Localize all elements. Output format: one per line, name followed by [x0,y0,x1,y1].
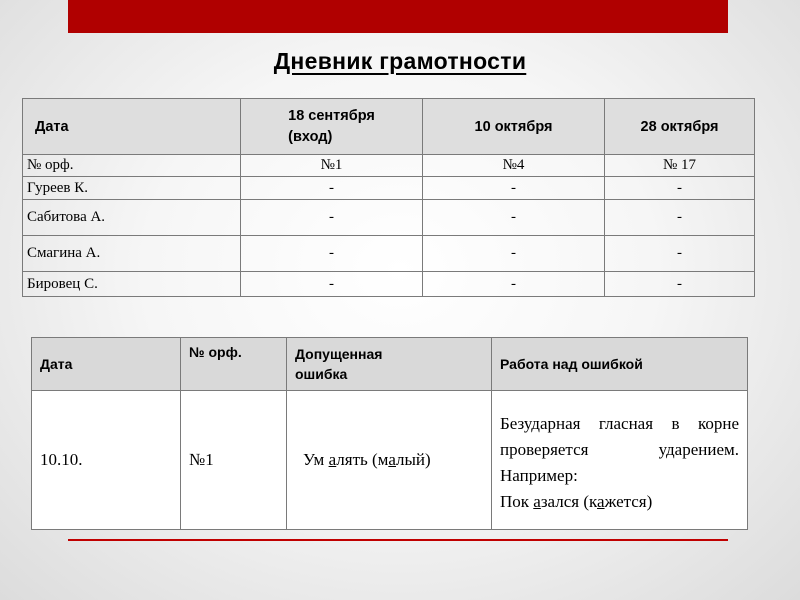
cell: - [241,272,423,297]
attendance-table [22,98,755,297]
work-underlined-vowel: а [597,492,605,511]
cell: - [423,236,605,272]
header-work: Работа над ошибкой [492,338,748,391]
error-part: Ум [303,450,329,469]
table-row [32,391,748,530]
header-error [287,338,492,391]
header-date: Дата [32,338,181,391]
error-part: лять (м [336,450,389,469]
work-example-part: жется) [604,492,653,511]
cell: №1 [241,155,423,177]
error-work-table [31,337,748,530]
bottom-divider-line [68,539,728,541]
cell: № 17 [605,155,755,177]
cell: - [423,177,605,200]
work-example-part: зался (к [540,492,598,511]
row-label: № орф. [23,155,241,177]
cell: - [241,200,423,236]
cell-error [287,391,492,530]
error-underlined-vowel: а [388,450,397,469]
error-underlined-vowel: а [328,450,337,469]
table-row [23,155,755,177]
cell: - [241,177,423,200]
header-sep18 [241,99,423,155]
cell: - [423,200,605,236]
header-sep18-line2: (вход) [288,128,333,145]
page-title: Дневник грамотности [273,48,527,74]
table-row [23,177,755,200]
work-example-part: Пок [500,492,534,511]
cell: - [605,200,755,236]
header-sep18-line1: 18 сентября [288,107,375,124]
cell: №4 [423,155,605,177]
work-rule-text: Безударная гласная в корне проверяется ударением. Например: [500,414,739,485]
table-header-row [23,99,755,155]
cell: - [241,236,423,272]
table-row [23,200,755,236]
header-error-line2: ошибка [295,366,348,382]
cell: - [605,177,755,200]
cell: - [423,272,605,297]
table-row [23,236,755,272]
header-date: Дата [23,99,241,155]
cell: - [605,236,755,272]
work-underlined-vowel: а [533,492,541,511]
table-header-row [32,338,748,391]
header-oct28: 28 октября [605,99,755,155]
row-label: Сабитова А. [23,200,241,236]
row-label: Бировец С. [23,272,241,297]
cell-date: 10.10. [32,391,181,530]
top-accent-bar [68,0,728,33]
cell-work [492,391,748,530]
row-label: Смагина А. [23,236,241,272]
error-part: лый) [396,450,431,469]
cell: - [605,272,755,297]
table-row [23,272,755,297]
header-error-line1: Допущенная [295,346,383,362]
cell-orth: №1 [181,391,287,530]
header-oct10: 10 октября [423,99,605,155]
header-orth: № орф. [181,338,287,391]
row-label: Гуреев К. [23,177,241,200]
